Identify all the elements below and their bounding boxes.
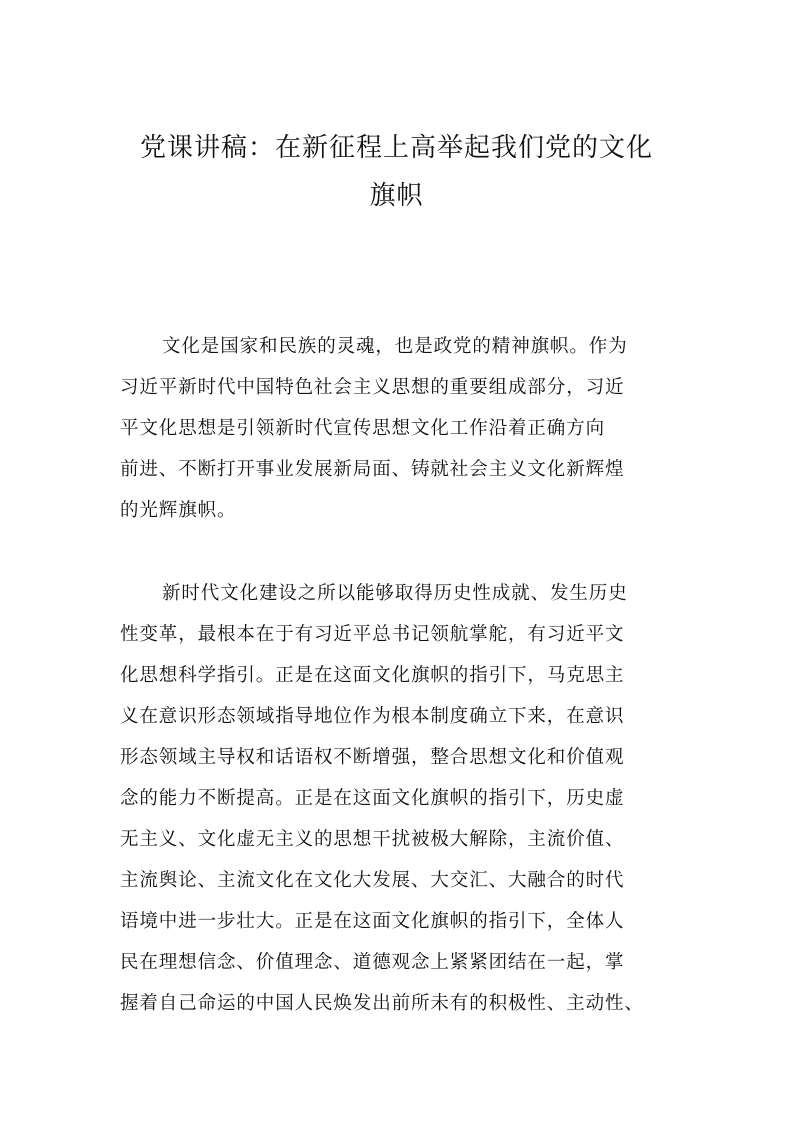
paragraph-line: 无主义、文化虚无主义的思想干扰被极大解除，主流价值、: [120, 829, 625, 850]
paragraph-line: 主流舆论、主流文化在文化大发展、大交汇、大融合的时代: [120, 870, 625, 891]
paragraph-2: [120, 573, 676, 1024]
document-title-line-1: 党课讲稿：在新征程上高举起我们党的文化: [139, 133, 653, 163]
paragraph-line: 性变革，最根本在于有习近平总书记领航掌舵，有习近平文: [120, 624, 625, 645]
paragraph-line: 民在理想信念、价值理念、道德观念上紧紧团结在一起，掌: [120, 952, 625, 973]
paragraph-line: 平文化思想是引领新时代宣传思想文化工作沿着正确方向: [120, 418, 606, 439]
paragraph-line: 化思想科学指引。正是在这面文化旗帜的指引下，马克思主: [120, 665, 625, 686]
paragraph-line: 习近平新时代中国特色社会主义思想的重要组成部分，习近: [120, 377, 625, 398]
paragraph-line: 新时代文化建设之所以能够取得历史性成就、发生历史: [162, 583, 628, 604]
paragraph-line: 语境中进一步壮大。正是在这面文化旗帜的指引下，全体人: [120, 911, 625, 932]
paragraph-line: 文化是国家和民族的灵魂，也是政党的精神旗帜。作为: [162, 336, 628, 357]
paragraph-1: [120, 326, 676, 531]
document-title-line-2: 旗帜: [369, 181, 424, 211]
paragraph-line: 前进、不断打开事业发展新局面、铸就社会主义文化新辉煌: [120, 459, 625, 480]
paragraph-line: 的光辉旗帜。: [120, 500, 237, 521]
paragraph-line: 形态领域主导权和话语权不断增强，整合思想文化和价值观: [120, 747, 625, 768]
paragraph-line: 握着自己命运的中国人民焕发出前所未有的积极性、主动性、: [120, 993, 644, 1014]
paragraph-line: 念的能力不断提高。正是在这面文化旗帜的指引下，历史虚: [120, 788, 625, 809]
paragraph-line: 义在意识形态领域指导地位作为根本制度确立下来，在意识: [120, 706, 625, 727]
